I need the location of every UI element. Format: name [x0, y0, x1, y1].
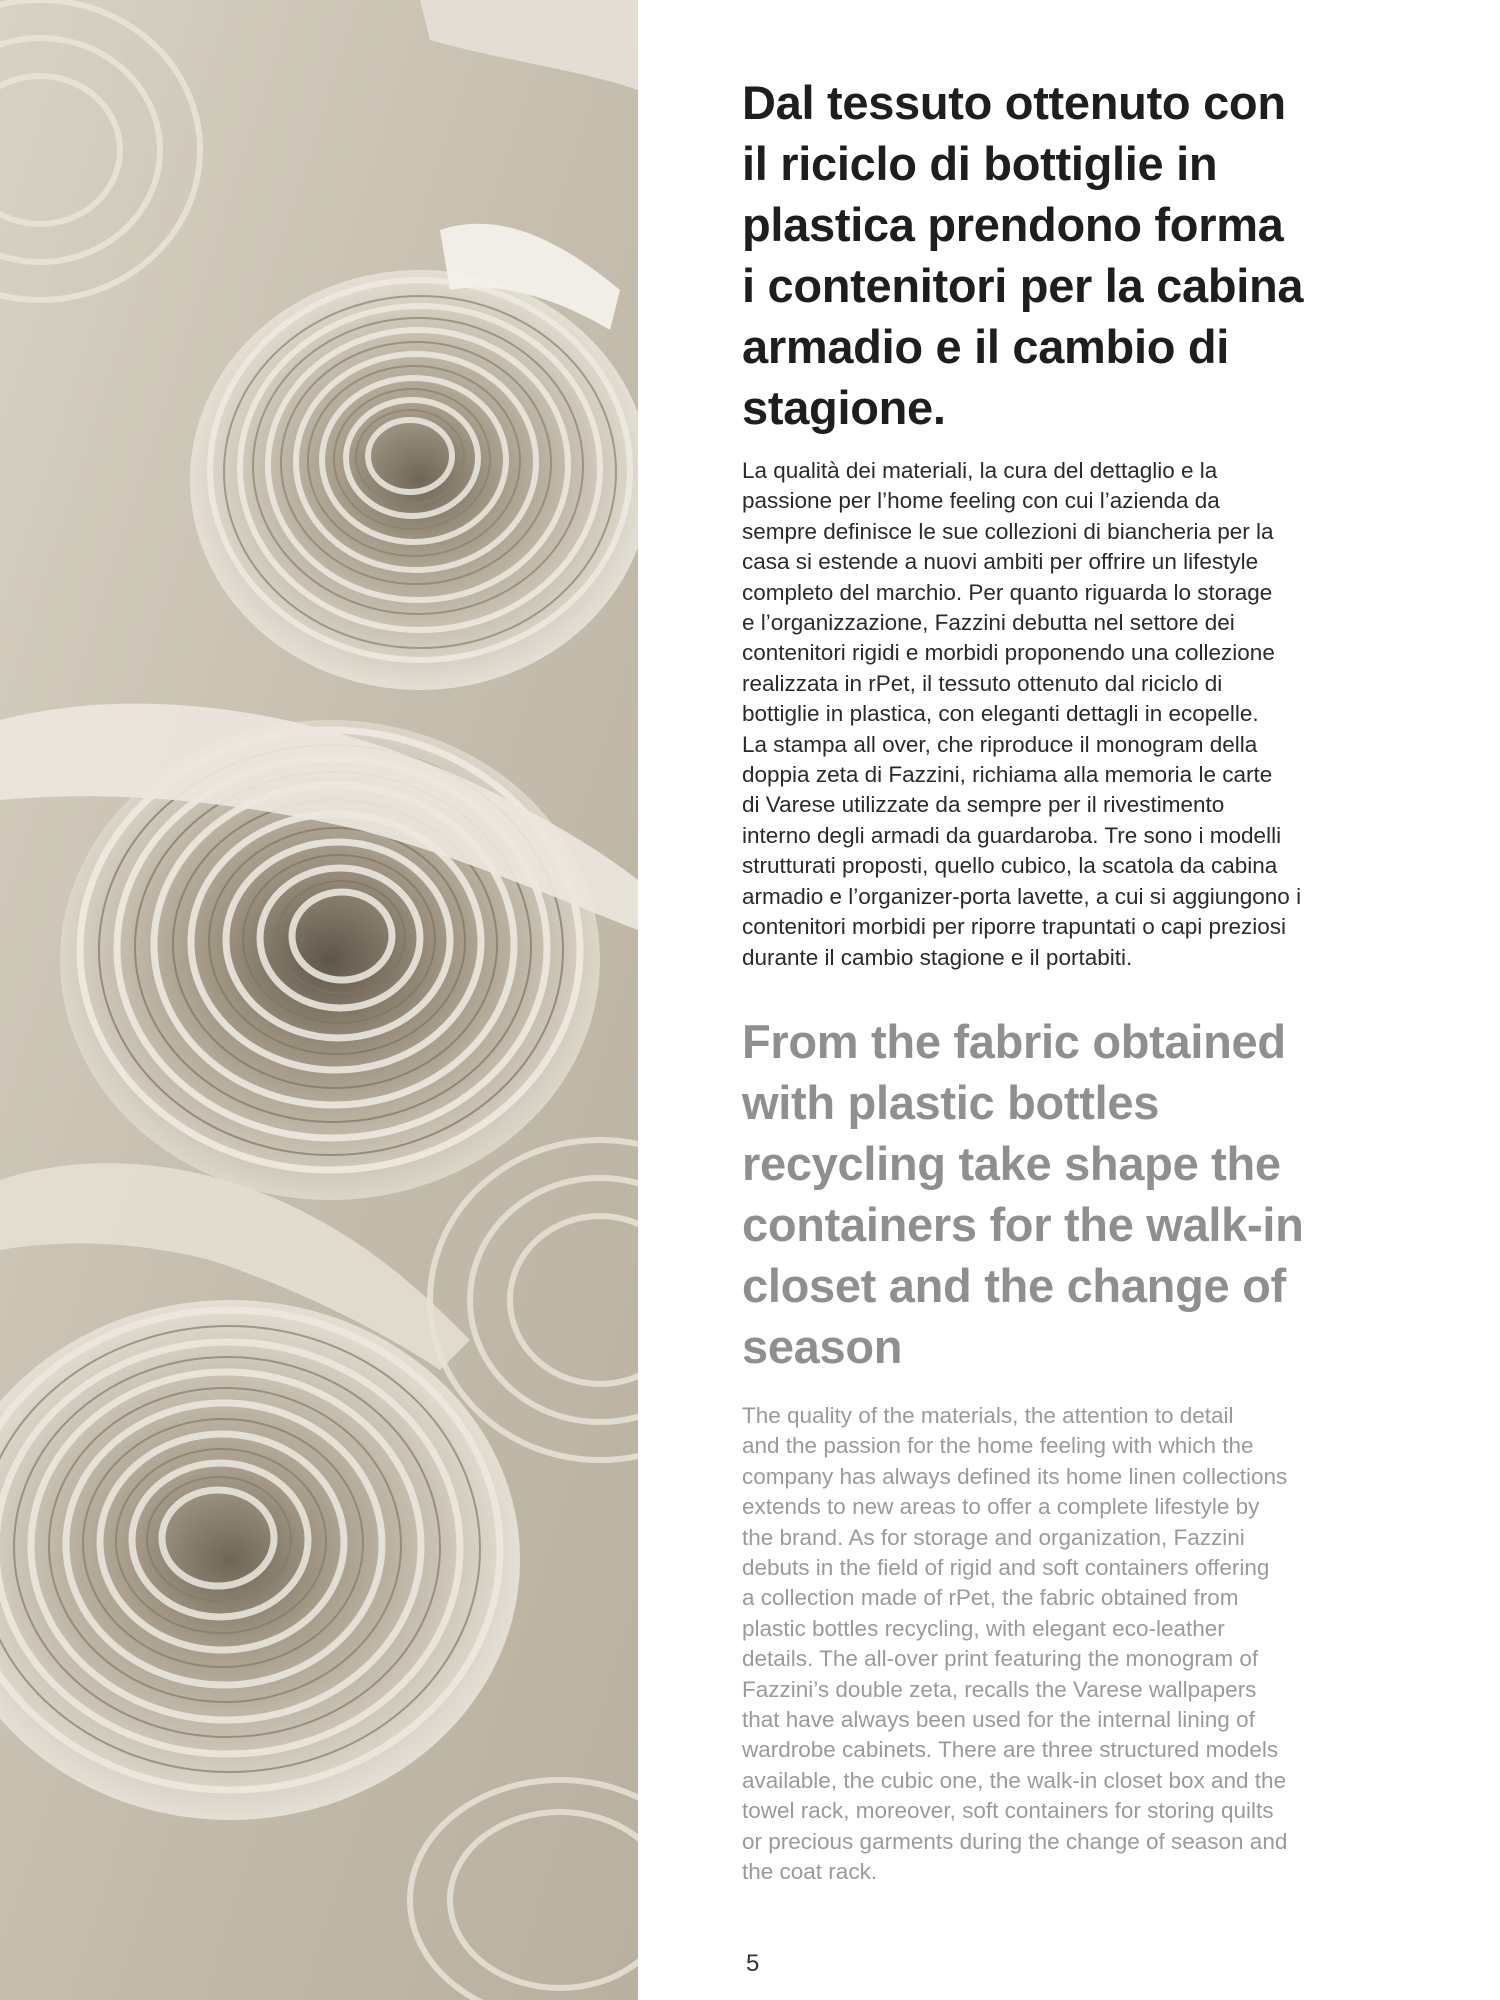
english-headline: From the fabric obtained with plastic bottles recycling take shape the containers for the walk-in closet and the change of season: [742, 1014, 1304, 1373]
fabric-rolls-illustration: [0, 0, 638, 2000]
fabric-rolls-photo: [0, 0, 638, 2000]
fabric-roll: [190, 270, 638, 690]
italian-headline: Dal tessuto ottenuto con il riciclo di bottiglie in plastica prendono forma i contenitori per la cabina armadio e il cambio di stagione.: [742, 76, 1304, 434]
text-column: [742, 72, 1402, 1887]
italian-body-text: La qualità dei materiali, la cura del dettaglio e la passione per l’home feeling con cui l’azienda da sempre definisce le sue collezioni di biancheria per la casa si estende a nuovi ambiti per offrire un lifestyle completo del marchio. Per quanto riguarda lo storage e l’organizzazione, Fazzini debutta nel settore dei contenitori rigidi e morbidi proponendo una collezione realizzata in rPet, il tessuto ottenuto dal riciclo di bottiglie in plastica, con eleganti dettagli in ecopelle. La stampa all over, che riproduce il monogram della doppia zeta di Fazzini, richiama alla memoria le carte di Varese utilizzate da sempre per il rivestimento interno degli armadi da guardaroba. Tre sono i modelli strutturati proposti, quello cubico, la scatola da cabina armadio e l’organizer-porta lavette, a cui si aggiungono i contenitori morbidi per riporre trapuntati o capi preziosi durante il cambio stagione e il portabiti.: [742, 458, 1302, 970]
english-body-text: The quality of the materials, the attention to detail and the passion for the home feeling with which the company has always defined its home linen collections extends to new areas to offer a complete lifestyle by the brand. As for storage and organization, Fazzini debuts in the field of rigid and soft containers offering a collection made of rPet, the fabric obtained from plastic bottles recycling, with elegant eco-leather details. The all-over print featuring the monogram of Fazzini’s double zeta, recalls the Varese wallpapers that have always been used for the internal lining of wardrobe cabinets. There are three structured models available, the cubic one, the walk-in closet box and the towel rack, moreover, soft containers for storing quilts or precious garments during the change of season and the coat rack.: [742, 1402, 1288, 1884]
page-number: 5: [746, 1950, 760, 1977]
